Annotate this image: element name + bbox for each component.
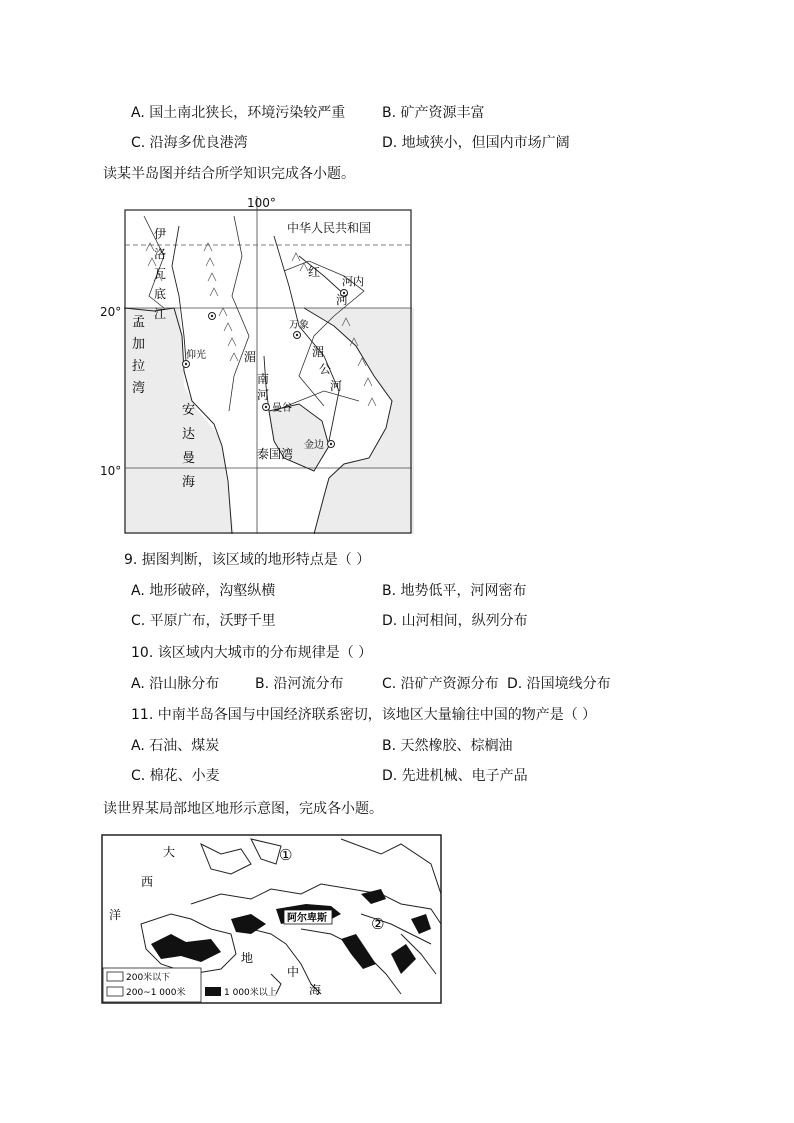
lat-10-label: 10° (100, 464, 122, 478)
gulf-thai-label: 泰国湾 (257, 447, 294, 461)
intro-terrain-map: 读世界某局部地区地形示意图，完成各小题。 (103, 801, 383, 817)
river-label-wa: 瓦 (154, 267, 167, 281)
atlantic-label-da: 大 (163, 845, 176, 859)
red-river (299, 256, 346, 296)
red-river-label-hong: 红 (308, 265, 321, 279)
terrain-map (101, 834, 443, 1006)
chao-label-nan: 南 (257, 372, 270, 386)
river-label-luo: 洛 (154, 247, 167, 261)
river-label-jiang: 江 (154, 307, 167, 321)
legend-high-label: 1 000米以上 (224, 988, 277, 998)
q11-option-a: A. 石油、煤炭 (131, 738, 220, 754)
andaman-label-an: 安 (182, 403, 196, 418)
q10-option-d: D. 沿国境线分布 (507, 676, 611, 692)
bengal-label-meng: 孟 (132, 315, 146, 330)
mekong-label-mei: 湄 (312, 345, 325, 359)
q10-option-a: A. 沿山脉分布 (131, 676, 220, 692)
river-label-yi: 伊 (154, 227, 167, 241)
med-label-di: 地 (241, 951, 254, 965)
q8-option-a: A. 国土南北狭长，环境污染较严重 (131, 105, 346, 121)
legend-low-label: 200米以下 (126, 973, 171, 983)
hanoi-label: 河内 (342, 275, 364, 288)
q11-option-c: C. 棉花、小麦 (131, 768, 220, 784)
vientiane-label: 万象 (289, 320, 309, 331)
q11-option-d: D. 先进机械、电子产品 (382, 768, 528, 784)
china-label: 中华人民共和国 (287, 221, 372, 235)
marker-2: ② (371, 915, 385, 933)
andaman-label-da: 达 (182, 427, 196, 442)
med-label-zhong: 中 (287, 965, 300, 979)
q9-option-c: C. 平原广布，沃野千里 (131, 613, 276, 629)
q9-option-d: D. 山河相间，纵列分布 (382, 613, 528, 629)
lat-20-label: 20° (100, 305, 122, 319)
phnompenh-label: 金边 (304, 440, 324, 451)
q9-option-a: A. 地形破碎，沟壑纵横 (131, 583, 276, 599)
alps-label: 阿尔卑斯 (287, 913, 327, 924)
mekong-label-gong: 公 (319, 362, 332, 376)
q8-option-d: D. 地域狭小，但国内市场广阔 (382, 135, 570, 151)
q8-option-c: C. 沿海多优良港湾 (131, 135, 248, 151)
river-label-di: 底 (154, 287, 167, 301)
andaman-label-hai: 海 (182, 475, 196, 490)
andaman-label-man: 曼 (182, 451, 196, 466)
bangkok-label: 曼谷 (272, 403, 292, 414)
q10-stem: 10. 该区域内大城市的分布规律是（ ） (131, 645, 373, 661)
bengal-label-jia: 加 (132, 337, 146, 352)
legend-mid-label: 200~1 000米 (126, 988, 186, 998)
legend-high-swatch (205, 987, 221, 996)
q9-option-b: B. 地势低平，河网密布 (382, 583, 527, 599)
med-label-hai: 海 (309, 983, 322, 997)
atlantic-label-yang: 洋 (109, 908, 122, 922)
red-river-label-he: 河 (336, 293, 349, 307)
bengal-label-la: 拉 (132, 359, 146, 374)
q9-stem: 9. 据图判断，该区域的地形特点是（ ） (124, 552, 371, 568)
q10-option-c: C. 沿矿产资源分布 (382, 676, 499, 692)
bengal-label-wan: 湾 (132, 381, 146, 396)
q11-option-b: B. 天然橡胶、棕榈油 (382, 738, 513, 754)
intro-peninsula-map: 读某半岛图并结合所学知识完成各小题。 (103, 166, 355, 182)
mekong-label-he: 河 (330, 379, 343, 393)
lon-100-label: 100° (247, 196, 276, 210)
yangon-label: 仰光 (186, 350, 206, 361)
q11-stem: 11. 中南半岛各国与中国经济联系密切，该地区大量输往中国的物产是（ ） (131, 707, 597, 723)
q8-option-b: B. 矿产资源丰富 (382, 105, 485, 121)
atlantic-label-xi: 西 (141, 875, 154, 889)
legend-low-swatch (107, 972, 123, 981)
peninsula-map (124, 196, 414, 536)
chao-label-mei: 湄 (244, 350, 257, 364)
legend-mid-swatch (107, 987, 123, 996)
chao-label-he: 河 (257, 388, 270, 402)
q10-option-b: B. 沿河流分布 (255, 676, 344, 692)
marker-1: ① (279, 846, 293, 864)
